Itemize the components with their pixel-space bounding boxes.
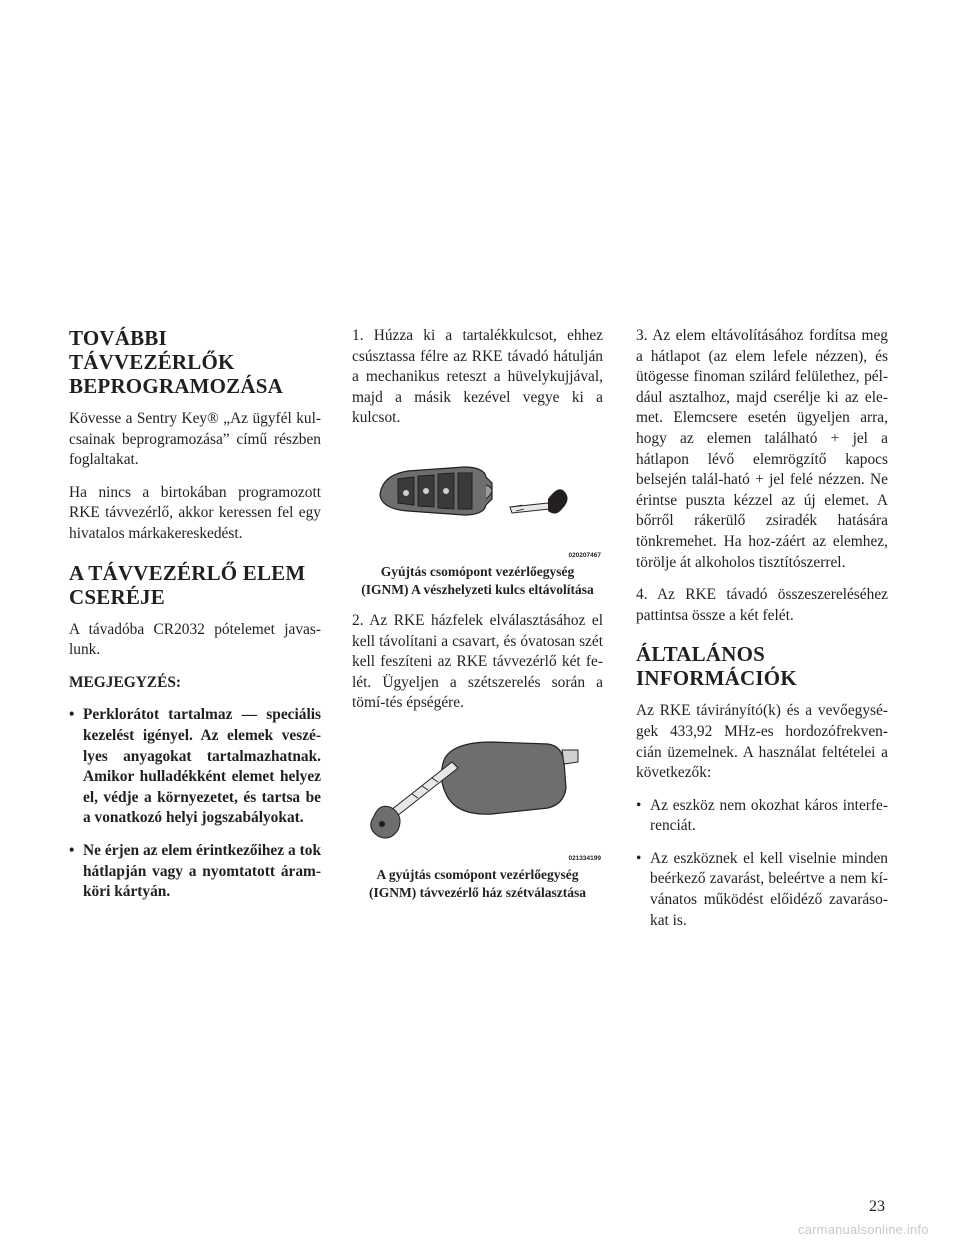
paragraph: Az RKE távirányító(k) és a vevőegysé-gek 433,92 MHz-es hordozófrekven-cián üzemelnek. A használat feltételei a következők: [636,702,888,782]
page-number: 23 [869,1198,885,1215]
list-item: • Az eszköznek el kell viselnie minden beérkező zavarást, beleértve a nem kí-vánatos működést előidéző zavaráso-kat is. [636,849,888,931]
key-housing-illustration [352,732,603,852]
caption-line: Gyújtás csomópont vezérlőegység [380,563,575,579]
figure-key-removal [352,449,603,559]
left-column [69,326,321,915]
figure-code: 021334199 [568,854,601,862]
right-column [636,326,888,943]
paragraph: A távadóba CR2032 pótelemet javas-lunk. [69,620,321,659]
caption-line: A gyújtás csomópont vezérlőegység [376,866,579,882]
figure-caption [352,866,603,902]
caption-line: (IGNM) távvezérlő ház szétválasztása [368,884,587,900]
paragraph: Kövesse a Sentry Key® „Az ügyfél kul-csainak beprogramozása” című részben foglaltakat. [69,410,321,469]
list-item: • Perklorátot tartalmaz — speciális kezelést igényel. Az elemek veszé-lyes anyagokat tartalmazhatnak. Amikor hulladékként elemet helyez el, védje a környezetet, és tartsa be a vonatkozó helyi jogszabályokat. [69,705,321,829]
figure-caption [352,563,603,599]
list-item: • Az eszköz nem okozhat káros interfe-renciát. [636,796,888,837]
section-heading-general: ÁLTALÁNOS INFORMÁCIÓK [636,642,797,691]
warning-list [69,705,321,902]
paragraph: 4. Az RKE távadó összeszereléséhez pattintsa össze a két felét. [636,586,888,624]
paragraph: Ha nincs a birtokában programozott RKE távvezérlő, akkor keressen fel egy hivatalos márkakereskedést. [69,483,321,542]
figure-housing-separation [352,732,603,862]
key-fob-illustration [352,449,603,549]
note-label: MEGJEGYZÉS: [69,673,182,691]
section-heading-programming: TOVÁBBI TÁVVEZÉRLŐK BEPROGRAMOZÁSA [69,326,283,398]
list-item: • Ne érjen az elem érintkezőihez a tok hátlapján vagy a nyomtatott áram-köri kártyán. [69,841,321,903]
figure-code: 020207467 [568,551,601,559]
watermark: carmanualsonline.info [798,1222,929,1237]
section-heading-battery: A TÁVVEZÉRLŐ ELEM CSERÉJE [69,560,306,609]
paragraph: 3. Az elem eltávolításához fordítsa meg a hátlapot (az elem lefele nézzen), és ütögesse finoman szilárd felülethez, pél-dául asztalhoz, majd cserélje ki az ele-met. Elemcsere esetén ügyeljen arra, hogy az elemen található + jel a hátlapon lévő elemrögzítő kapocs belsején talál-ható + jel felé nézzen. Ne érintse puszta kézzel az új elemet. A bőrről rákerülő zsiradék hatására tönkremehet. Ha hoz-záért az elemhez, törölje át alkoholos tisztítószerrel. [636,327,888,571]
paragraph: 1. Húzza ki a tartalékkulcsot, ehhez csúsztassa félre az RKE távadó hátulján a mechanikus reteszt a hüvelykujjával, majd a másik kezével vegye ki a kulcsot. [352,327,603,427]
caption-line: (IGNM) A vészhelyzeti kulcs eltávolítása [361,581,594,597]
middle-column [352,326,603,914]
paragraph: 2. Az RKE házfelek elválasztásához el kell távolítani a csavart, és óvatosan szét kell feszíteni az RKE távvezérlő két fe-lét. Ügyeljen a szétszerelés során a tömí-tés épségére. [352,611,603,712]
conditions-list [636,796,888,932]
